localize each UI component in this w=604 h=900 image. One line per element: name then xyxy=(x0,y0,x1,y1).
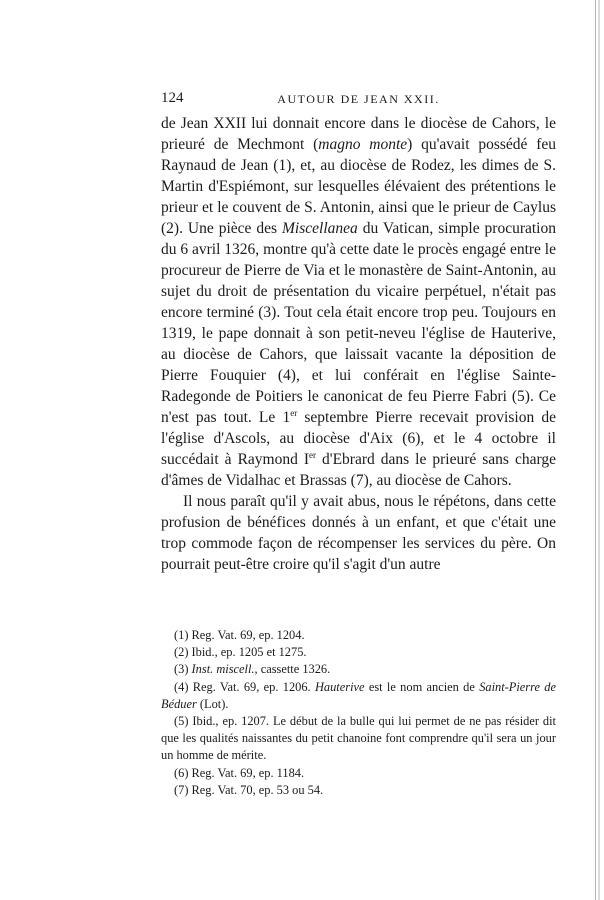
main-text xyxy=(161,113,556,575)
text-segment: (Lot). xyxy=(196,696,229,711)
footnote-4 xyxy=(161,679,556,713)
footnote-6: (6) Reg. Vat. 69, ep. 1184. xyxy=(174,765,305,780)
page-edge-shadow xyxy=(598,0,600,900)
paragraph-2: Il nous paraît qu'il y avait abus, nous le répétons, dans cette profusion de bénéfices donnés à un enfant, et que c'était une trop commode façon de récompenser les services du père. On pourrait peut-être croire qu'il s'agit d'un autre xyxy=(161,493,556,573)
text-segment: est le nom ancien de xyxy=(364,679,480,694)
italic-text: Miscellanea xyxy=(282,220,358,237)
footnote-2: (2) Ibid., ep. 1205 et 1275. xyxy=(174,645,307,660)
text-segment: du Vatican, simple procuration du 6 avril 1326, montre qu'à cette date le procès engagé entre le procureur de Pierre de Via et le monastère de Saint-Antonin, au sujet du droit de présentation du vicaire perpétuel, n'était pas encore terminé (3). Tout cela était encore trop peu. Toujours en 1319, le pape donnait à son petit-neveu l'église de Hauterive, au diocèse de Cahors, que laissait vacante la déposition de Pierre Fouquier (4), et lui conférait en l'église Sainte-Radegonde de Poitiers le canonicat de feu Pierre Fabri (5). Ce n'est pas tout. Le 1 xyxy=(161,220,556,426)
italic-text: Inst. miscell. xyxy=(191,662,255,677)
italic-text: Hauterive xyxy=(314,679,365,694)
page-number: 124 xyxy=(161,90,184,106)
footnote-7: (7) Reg. Vat. 70, ep. 53 ou 54. xyxy=(174,782,324,797)
text-segment: septembre Pierre recevait provision de l'église d'Ascols, au diocèse d'Aix (6), et le 4 octobre il succédait à Raymond I xyxy=(161,409,556,468)
superscript: er xyxy=(309,449,317,460)
text-segment: d'Ebrard dans le prieuré sans charge d'âmes de Vidalhac et Brassas (7), au diocèse de Cahors. xyxy=(161,451,556,489)
running-title: AUTOUR DE JEAN XXII. xyxy=(277,92,440,106)
footnote-1: (1) Reg. Vat. 69, ep. 1204. xyxy=(174,628,305,642)
italic-text: magno monte xyxy=(318,136,408,153)
text-segment: (3) xyxy=(174,662,192,677)
italic-text: Saint-Pierre de Béduer xyxy=(161,679,556,711)
superscript: er xyxy=(290,407,298,418)
page-header xyxy=(161,90,556,112)
text-segment: ) qu'avait possédé feu Raynaud de Jean (1), et, au diocèse de Rodez, les dimes de S. Martin d'Espiémont, sur lesquelles élévaient des prétentions le prieur et le couvent de S. Antonin, ainsi que le prieur de Caylus (2). Une pièce des xyxy=(161,136,556,237)
page-edge-line xyxy=(595,0,596,900)
text-segment: de Jean XXII lui donnait encore dans le diocèse de Cahors, le prieuré de Mechmont ( xyxy=(161,115,556,153)
paragraph-1 xyxy=(161,113,556,491)
text-segment: , cassette 1326. xyxy=(254,662,331,677)
footnotes xyxy=(161,627,556,799)
text-segment: (4) Reg. Vat. 69, ep. 1206. xyxy=(174,679,315,694)
footnote-5: (5) Ibid., ep. 1207. Le début de la bulle qui lui permet de ne pas résider dit que les qualités naissantes du petit chanoine font comprendre qu'il sera un jour un homme de mérite. xyxy=(161,714,556,763)
footnote-3 xyxy=(161,661,556,678)
